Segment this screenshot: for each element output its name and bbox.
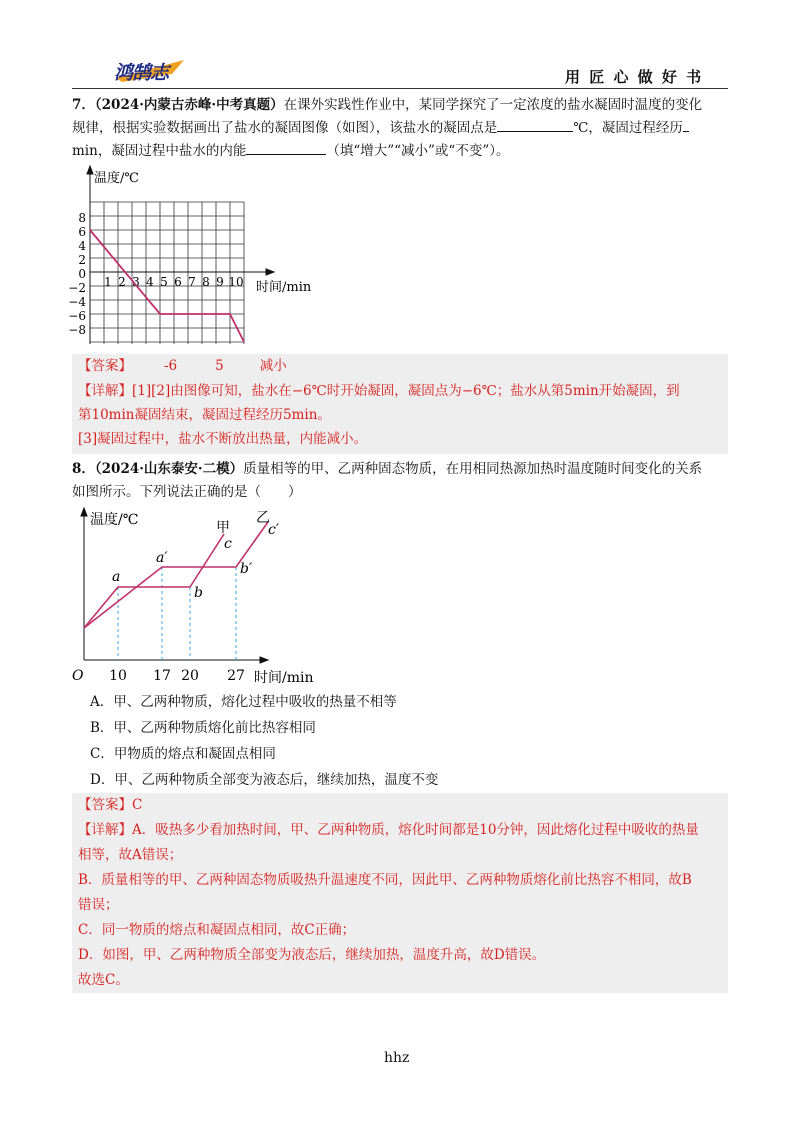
q8-answer-label: 【答案】 bbox=[78, 797, 132, 813]
q7-source: （2024·内蒙古赤峰·中考真题） bbox=[94, 97, 284, 113]
q7-ytick: −2 bbox=[68, 281, 86, 295]
footer-text: hhz bbox=[384, 1050, 410, 1066]
q7-line-2 bbox=[72, 117, 732, 140]
q8-detail-d: D．如图，甲、乙两种物质全部变为液态后，继续加热，温度升高，故D错误。 bbox=[78, 947, 546, 963]
q8-answer-line bbox=[78, 793, 722, 818]
q8-source: （2024·山东泰安·二模） bbox=[94, 461, 244, 477]
q8-point-b-prime: b′ bbox=[240, 561, 253, 577]
q8-origin: O bbox=[72, 668, 84, 684]
q7-xtick: 10 bbox=[228, 275, 244, 289]
q8-xtick: 27 bbox=[227, 668, 245, 684]
q7-xtick: 7 bbox=[188, 275, 196, 289]
q7-detail-text-1: [1][2]由图像可知，盐水在−6℃时开始凝固，凝固点为−6℃；盐水从第5min开始凝固，到 bbox=[132, 383, 680, 399]
q8-number: 8． bbox=[72, 461, 95, 477]
q7-xtick: 6 bbox=[174, 275, 182, 289]
logo bbox=[110, 56, 190, 84]
q7-xtick: 8 bbox=[202, 275, 210, 289]
header bbox=[0, 0, 800, 90]
q7-blank-1[interactable] bbox=[497, 117, 573, 132]
q7-answer-block bbox=[72, 354, 728, 454]
q8-ylabel: 温度/℃ bbox=[90, 512, 139, 528]
q7-ylabel: 温度/℃ bbox=[94, 171, 139, 186]
q7-ytick: 6 bbox=[78, 225, 86, 239]
q7-text-2a: 规律，根据实验数据画出了盐水的凝固图像（如图），该盐水的凝固点是 bbox=[72, 120, 498, 136]
header-slogan: 用 匠 心 做 好 书 bbox=[565, 68, 704, 86]
q8-series-b-label: 乙 bbox=[256, 510, 270, 526]
q8-detail-b1: B．质量相等的甲、乙两种固态物质吸热升温速度不同，因此甲、乙两种物质熔化前比热容不相同，故B bbox=[78, 872, 692, 888]
q7-ytick: −6 bbox=[68, 309, 86, 323]
q7-yticks bbox=[68, 211, 86, 337]
q8-xtick: 17 bbox=[153, 668, 171, 684]
q8-detail-b2: 错误； bbox=[78, 897, 119, 913]
q8-detail-a1-text: A．吸热多少看加热时间，甲、乙两种物质，熔化时间都是10分钟，因此熔化过程中吸收的热量 bbox=[132, 822, 699, 838]
q7-ytick: 2 bbox=[78, 253, 86, 267]
q7-text-3b: （填“增大”“减小”或“不变”）。 bbox=[326, 143, 510, 159]
q8-option-d[interactable]: D．甲、乙两种物质全部变为液态后，继续加热，温度不变 bbox=[90, 772, 439, 788]
q8-series-a-label: 甲 bbox=[216, 520, 230, 536]
header-divider bbox=[72, 88, 728, 89]
q8-point-c-prime: c′ bbox=[268, 522, 280, 538]
q8-answer: C bbox=[132, 797, 143, 813]
q8-dashes bbox=[118, 567, 236, 660]
q8-option-a[interactable]: A．甲、乙两种物质，熔化过程中吸收的热量不相等 bbox=[90, 694, 397, 710]
q7-ytick: −8 bbox=[68, 323, 86, 337]
q7-detail-3: [3]凝固过程中，盐水不断放出热量，内能减小。 bbox=[78, 431, 368, 447]
q7-xticks bbox=[104, 275, 243, 289]
q7-xtick: 3 bbox=[132, 275, 140, 289]
q7-detail-2: 第10min凝固结束，凝固过程经历5min。 bbox=[78, 407, 331, 423]
q7-ytick: 0 bbox=[78, 267, 86, 281]
q7-blank-2[interactable] bbox=[683, 117, 689, 132]
q7-graph bbox=[60, 164, 330, 354]
q8-point-a: a bbox=[112, 569, 121, 585]
q8-detail-c: C．同一物质的熔点和凝固点相同，故C正确； bbox=[78, 922, 356, 938]
q8-xticks bbox=[109, 668, 245, 684]
q7-xtick: 1 bbox=[104, 275, 112, 289]
q7-detail-1 bbox=[78, 379, 722, 403]
q8-curve-a bbox=[84, 534, 224, 628]
q8-line-1 bbox=[72, 458, 732, 481]
q8-xlabel: 时间/min bbox=[254, 670, 314, 686]
q8-detail-label: 【详解】 bbox=[78, 822, 132, 838]
q7-detail-label: 【详解】 bbox=[78, 383, 132, 399]
q8-point-c: c bbox=[224, 536, 232, 552]
logo-text: 鸿鹄志 bbox=[114, 62, 169, 84]
q7-grid bbox=[90, 202, 244, 344]
q7-axes bbox=[87, 166, 274, 344]
q7-number: 7． bbox=[72, 97, 95, 113]
q7-answer-3: 减小 bbox=[259, 358, 287, 374]
q8-detail-a1 bbox=[78, 818, 722, 843]
q7-xtick: 9 bbox=[216, 275, 224, 289]
q7-answer-label: 【答案】 bbox=[78, 358, 132, 374]
q8-text-1: 质量相等的甲、乙两种固态物质，在用相同热源加热时温度随时间变化的关系 bbox=[243, 461, 703, 477]
q7-answer-1: -6 bbox=[164, 358, 178, 374]
q8-conclusion: 故选C。 bbox=[78, 972, 129, 988]
q8-point-b: b bbox=[194, 585, 203, 601]
q7-text-1: 在课外实践性作业中，某同学探究了一定浓度的盐水凝固时温度的变化 bbox=[283, 97, 703, 113]
q8-xtick: 10 bbox=[109, 668, 127, 684]
q8-axes bbox=[81, 508, 268, 663]
q7-blank-3[interactable] bbox=[246, 140, 326, 155]
q7-ytick: 8 bbox=[78, 211, 86, 225]
q8-xtick: 20 bbox=[181, 668, 199, 684]
q7-xtick: 5 bbox=[160, 275, 168, 289]
q7-line-1 bbox=[72, 94, 732, 117]
q8-detail-a2: 相等，故A错误； bbox=[78, 847, 183, 863]
q7-xlabel: 时间/min bbox=[256, 280, 312, 295]
q7-ytick: −4 bbox=[68, 295, 86, 309]
q8-option-b[interactable]: B．甲、乙两种物质熔化前比热容相同 bbox=[90, 720, 316, 736]
q7-answer-2: 5 bbox=[215, 358, 224, 374]
q7-ytick: 4 bbox=[78, 239, 86, 253]
q8-point-a-prime: a′ bbox=[156, 550, 168, 566]
q8-graph bbox=[68, 504, 338, 690]
q8-option-c[interactable]: C．甲物质的熔点和凝固点相同 bbox=[90, 746, 276, 762]
q8-options bbox=[90, 689, 690, 793]
q7-text-2b: ℃，凝固过程经历 bbox=[573, 120, 683, 136]
q7-line-3 bbox=[72, 140, 732, 163]
q8-answer-block bbox=[72, 793, 728, 993]
q7-xtick: 4 bbox=[146, 275, 154, 289]
q7-answer-line bbox=[78, 354, 722, 379]
q8-line-2: 如图所示。下列说法正确的是（ ） bbox=[72, 484, 302, 500]
q7-text-3a: min，凝固过程中盐水的内能 bbox=[72, 143, 247, 159]
q7-xtick: 2 bbox=[118, 275, 126, 289]
